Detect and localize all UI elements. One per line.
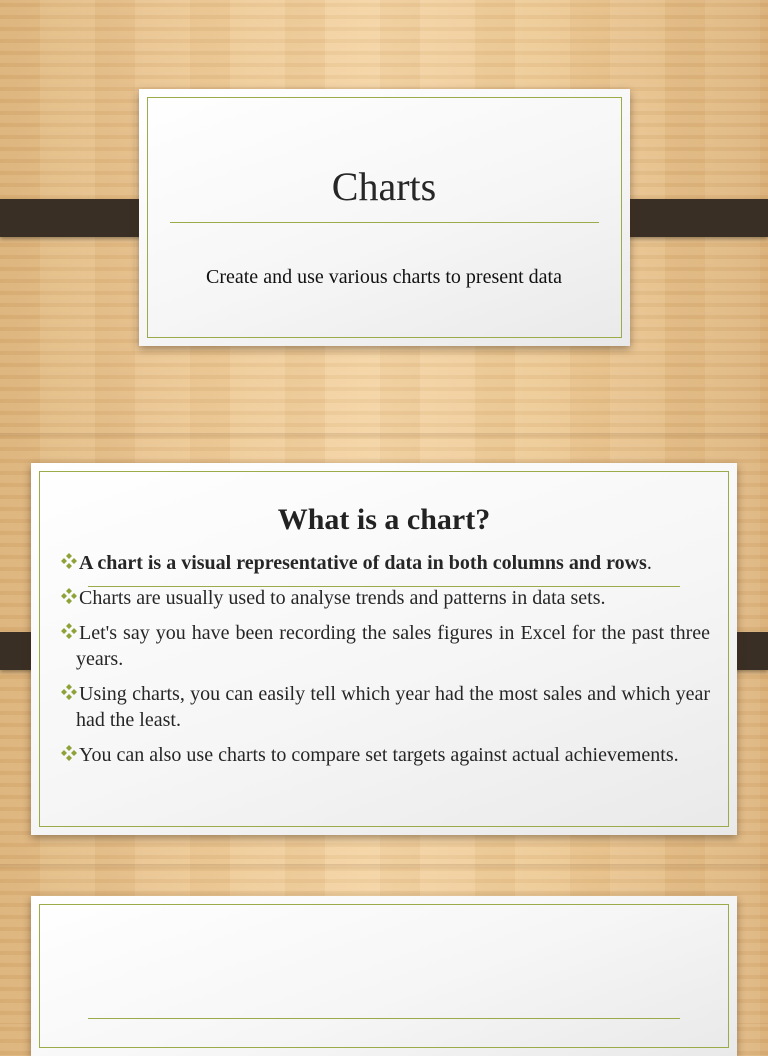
four-diamond-bullet-icon bbox=[60, 683, 78, 701]
slide-separator bbox=[0, 433, 768, 439]
slide-heading: What is a chart? bbox=[277, 503, 491, 536]
list-item bbox=[60, 550, 710, 576]
bullet-text: A chart is a visual representative of data in both columns and rows bbox=[79, 552, 647, 574]
list-item bbox=[60, 742, 710, 768]
four-diamond-bullet-icon bbox=[60, 587, 78, 605]
four-diamond-bullet-icon bbox=[60, 744, 78, 762]
title-slide-card bbox=[139, 89, 630, 346]
bullet-text: You can also use charts to compare set targets against actual achievements. bbox=[79, 744, 679, 766]
slide-title: Charts bbox=[331, 164, 437, 209]
title-underline bbox=[170, 222, 599, 223]
bullet-text: Let's say you have been recording the sales figures in Excel for the past three years. bbox=[76, 622, 710, 670]
card-frame bbox=[39, 904, 729, 1048]
slide-separator bbox=[0, 864, 768, 870]
bullet-suffix: . bbox=[646, 552, 652, 574]
title-underline bbox=[88, 1018, 680, 1019]
four-diamond-bullet-icon bbox=[60, 622, 78, 640]
bullet-text: Using charts, you can easily tell which year had the most sales and which year had the least. bbox=[76, 683, 710, 731]
list-item bbox=[60, 620, 710, 672]
slide-subtitle: Create and use various charts to present data bbox=[206, 266, 562, 288]
bullet-list bbox=[60, 550, 710, 777]
list-item bbox=[60, 681, 710, 733]
card-frame bbox=[147, 97, 622, 338]
four-diamond-bullet-icon bbox=[60, 552, 78, 570]
bullet-text: Charts are usually used to analyse trends and patterns in data sets. bbox=[79, 587, 606, 609]
list-item bbox=[60, 585, 710, 611]
partial-slide-card bbox=[31, 896, 737, 1056]
